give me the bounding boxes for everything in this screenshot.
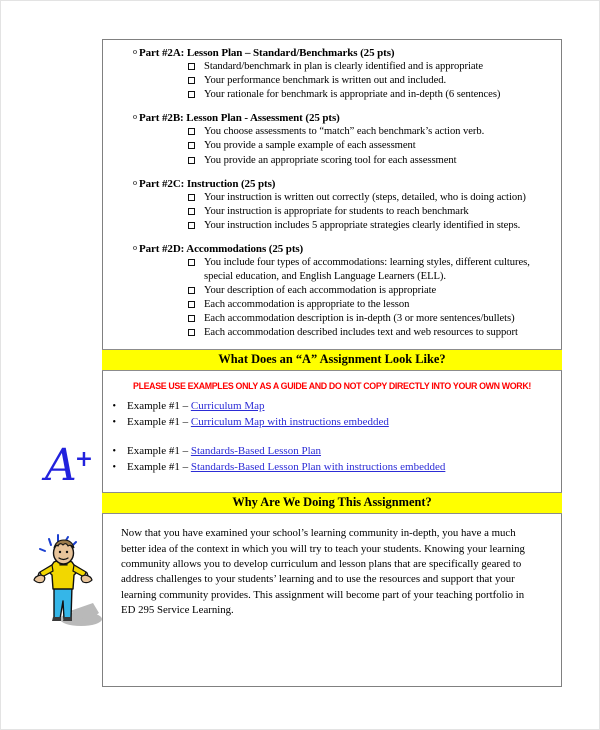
checklist-part [111,111,553,167]
list-spacer [103,431,561,444]
checklist-item [111,256,553,284]
checklist-item-label: You choose assessments to “match” each benchmark’s action verb. [204,126,485,138]
a-plus-sign: + [74,446,92,472]
part-heading-row [111,111,553,125]
checklist-item [111,326,553,340]
checklist-part [111,46,553,102]
part-heading-row [111,46,553,60]
checklist-item [111,154,553,168]
checklist-item-label: Your rationale for benchmark is appropriate and in-depth (6 sentences) [204,89,501,101]
document-page [102,39,562,687]
checklist-item-label: Each accommodation description is in-depth (3 or more sentences/bullets) [204,313,515,325]
example-label: Example #1 – [127,400,191,413]
bullet-icon: • [112,446,116,458]
checklist-item-label: Your instruction is appropriate for students to reach benchmark [204,205,469,217]
checkbox-empty-icon[interactable] [111,139,188,152]
checklist-item-label: Your description of each accommodation is appropriate [204,285,437,297]
checklist-item [111,74,553,88]
section-banner-a: What Does an “A” Assignment Look Like? [102,349,562,371]
example-link-row [103,444,561,460]
checklist-item [111,60,553,74]
part-heading-row [111,242,553,256]
checklist-item-label: You provide a sample example of each assessment [204,140,416,152]
example-link-row [103,415,561,431]
checklist-item-label: Your instruction includes 5 appropriate strategies clearly identified in steps. [204,219,521,231]
checkbox-empty-icon[interactable] [111,284,188,297]
checklist-item [111,139,553,153]
example-link-row [103,460,561,476]
checklist-item [111,88,553,102]
checklist-item-label: Each accommodation is appropriate to the lesson [204,299,410,311]
example-hyperlink[interactable]: Curriculum Map [190,400,265,413]
checkbox-empty-icon[interactable] [111,219,188,232]
checklist-item-label: Your performance benchmark is written out and included. [204,75,447,87]
checklist-item [111,284,553,298]
checklist-item [111,219,553,233]
checklist-part [111,242,553,341]
example-link-row [103,399,561,415]
checklist-item [111,125,553,139]
checklist-item-label: Each accommodation described includes text and web resources to support [204,327,518,339]
outline-circle-marker-icon: o [133,47,137,56]
bullet-icon: • [112,417,116,429]
part-subitems [111,256,553,340]
example-hyperlink[interactable]: Standards-Based Lesson Plan [190,445,322,458]
checkbox-empty-icon[interactable] [111,125,188,138]
part-title: Part #2D: Accommodations (25 pts) [139,242,304,255]
bullet-icon: • [112,462,116,474]
part-subitems [111,60,553,102]
a-plus-grade-icon [45,433,101,491]
checkbox-empty-icon[interactable] [111,312,188,325]
part-title: Part #2C: Instruction (25 pts) [139,177,276,190]
checklist-item-label: Your instruction is written out correctly (steps, detailed, who is doing action) [204,191,526,203]
a-plus-letter: A [45,440,75,491]
part-title: Part #2B: Lesson Plan - Assessment (25 pts) [139,112,340,125]
checkbox-empty-icon[interactable] [111,74,188,87]
checkbox-empty-icon[interactable] [111,205,188,218]
checklist-item-label: Standard/benchmark in plan is clearly identified and is appropriate [204,61,484,73]
example-hyperlink[interactable]: Standards-Based Lesson Plan with instructions embedded [190,461,446,474]
example-hyperlink[interactable]: Curriculum Map with instructions embedded [190,416,389,429]
banner-b-wrapper [102,492,562,514]
example-label: Example #1 – [127,416,191,429]
checklist-item-label: You include four types of accommodations: learning styles, different cultures, special education, and English Language Learners (ELL). [204,257,530,283]
checkbox-empty-icon[interactable] [111,256,188,269]
assignment-checklist [103,40,561,340]
outline-circle-marker-icon: o [133,177,137,187]
outline-circle-marker-icon: o [133,242,137,252]
checkbox-empty-icon[interactable] [111,326,188,339]
checkbox-empty-icon[interactable] [111,88,188,101]
bullet-icon: • [112,401,116,413]
checklist-item [111,191,553,205]
why-assignment-paragraph: Now that you have examined your school’s learning community in-depth, you have a much better idea of the context in which you will try to teach your students. Knowing your learning community allows you to develop curriculum and lesson plans that are specifically geared to address challenges to your students’ learning and to use the resources and support that your learning community provides. This assignment will become part of your teaching portfolio in ED 295 Service Learning. [121,527,525,616]
copy-warning-notice: PLEASE USE EXAMPLES ONLY AS A GUIDE AND DO NOT COPY DIRECTLY INTO YOUR OWN WORK! [133,381,531,392]
checklist-item [111,205,553,219]
shrugging-person-clipart-icon [29,531,103,631]
section-banner-b: Why Are We Doing This Assignment? [102,492,562,514]
checkbox-empty-icon[interactable] [111,60,188,73]
section-spacer [103,476,561,492]
part-heading-row [111,177,553,191]
checkbox-empty-icon[interactable] [111,154,188,167]
checkbox-empty-icon[interactable] [111,298,188,311]
example-label: Example #1 – [127,461,191,474]
checklist-item [111,298,553,312]
checklist-item-label: You provide an appropriate scoring tool for each assessment [204,154,457,166]
checklist-item [111,312,553,326]
checkbox-empty-icon[interactable] [111,191,188,204]
example-links-list [103,395,561,476]
checklist-part [111,177,553,233]
outline-circle-marker-icon: o [133,112,137,122]
part-subitems [111,125,553,167]
part-title: Part #2A: Lesson Plan – Standard/Benchmarks (25 pts) [139,47,395,59]
example-label: Example #1 – [127,445,191,458]
banner-a-wrapper [102,349,562,371]
part-subitems [111,191,553,233]
